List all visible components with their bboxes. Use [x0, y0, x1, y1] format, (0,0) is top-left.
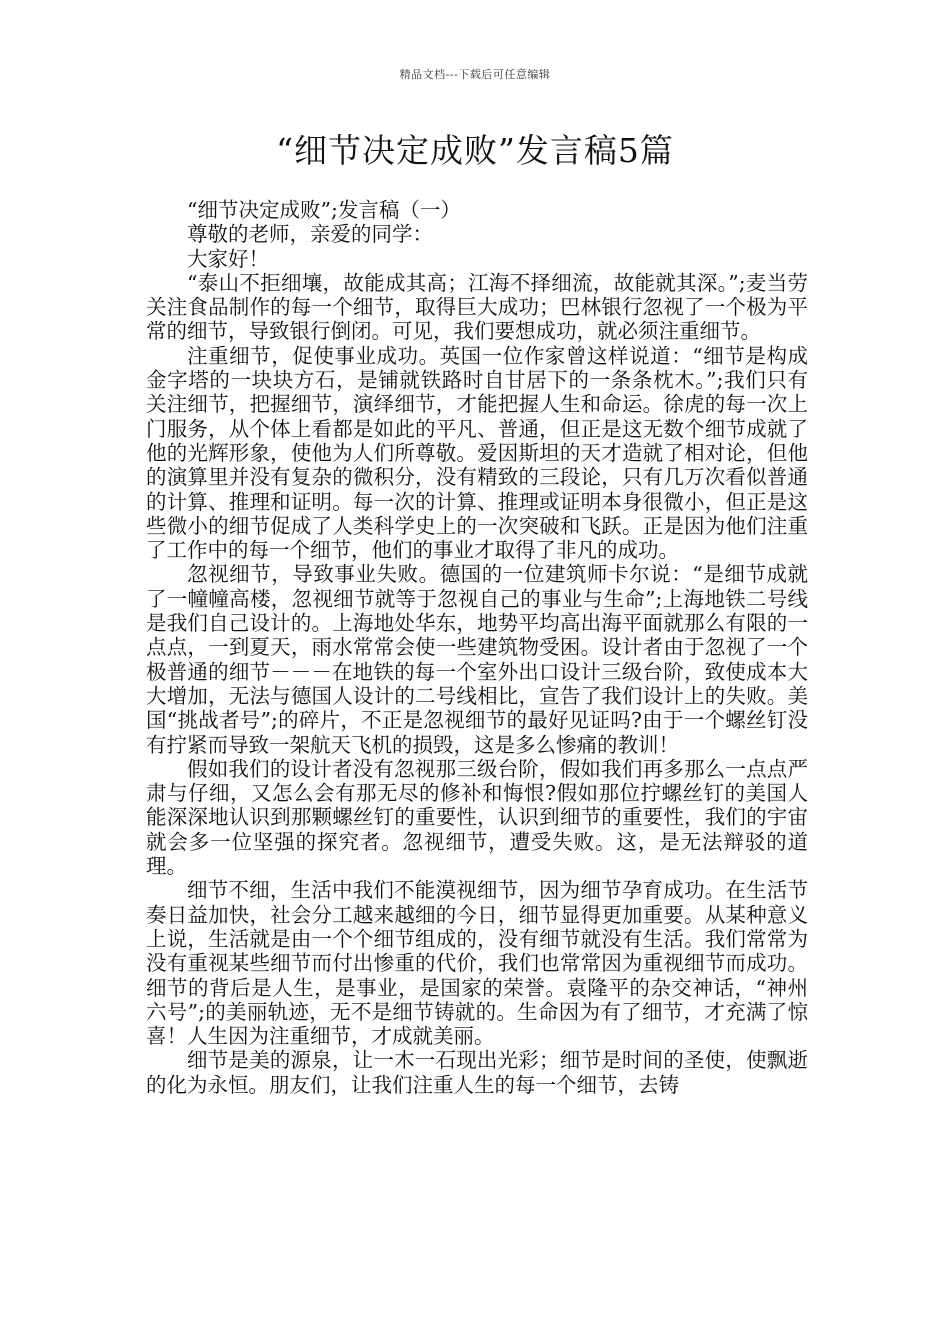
body-paragraph: “泰山不拒细壤，故能成其高；江海不择细流，故能就其深。”;麦当劳关注食品制作的每一个细节，取得巨大成功；巴林银行忽视了一个极为平常的细节，导致银行倒闭。可见，我们要想成功，就必须注重细节。: [146, 270, 808, 344]
document-body: [146, 198, 808, 1097]
body-paragraph: 假如我们的设计者没有忽视那三级台阶，假如我们再多那么一点点严肃与仔细，又怎么会有那无尽的修补和悔恨?假如那位拧螺丝钉的美国人能深深地认识到那颗螺丝钉的重要性，认识到细节的重要性，我们的宇宙就会多一位坚强的探究者。忽视细节，遭受失败。这，是无法辩驳的道理。: [146, 756, 808, 879]
speech-subtitle: “细节决定成败”;发言稿（一）: [187, 198, 461, 222]
body-paragraph: 细节不细，生活中我们不能漠视细节，因为细节孕育成功。在生活节奏日益加快，社会分工越来越细的今日，细节显得更加重要。从某种意义上说，生活就是由一个个细节组成的，没有细节就没有生活。我们常常为没有重视某些细节而付出惨重的代价，我们也常常因为重视细节而成功。细节的背后是人生，是事业，是国家的荣誉。袁隆平的杂交神话，“神州六号”;的美丽轨迹，无不是细节铸就的。生命因为有了细节，才充满了惊喜！人生因为注重细节，才成就美丽。: [146, 878, 808, 1049]
body-paragraph: 忽视细节，导致事业失败。德国的一位建筑师卡尔说：“是细节成就了一幢幢高楼，忽视细节就等于忽视自己的事业与生命”;上海地铁二号线是我们自己设计的。上海地处华东，地势平均高出海平面就那么有限的一点点，一到夏天，雨水常常会使一些建筑物受困。设计者由于忽视了一个极普通的细节－－－在地铁的每一个室外出口设计三级台阶，致使成本大大增加，无法与德国人设计的二号线相比，宣告了我们设计上的失败。美国“挑战者号”;的碎片，不正是忽视细节的最好见证吗?由于一个螺丝钉没有拧紧而导致一架航天飞机的损毁，这是多么惨痛的教训！: [146, 562, 808, 757]
body-paragraph: 注重细节，促使事业成功。英国一位作家曾这样说道：“细节是构成金字塔的一块块方石，是铺就铁路时自甘居下的一条条枕木。”;我们只有关注细节，把握细节，演绎细节，才能把握人生和命运。徐虎的每一次上门服务，从个体上看都是如此的平凡、普通，但正是这无数个细节成就了他的光辉形象，使他为人们所尊敬。爱因斯坦的天才造就了相对论，但他的演算里并没有复杂的微积分，没有精致的三段论，只有几万次看似普通的计算、推理和证明。每一次的计算、推理或证明本身很微小，但正是这些微小的细节促成了人类科学史上的一次突破和飞跃。正是因为他们注重了工作中的每一个细节，他们的事业才取得了非凡的成功。: [146, 343, 808, 563]
body-paragraph: 细节是美的源泉，让一木一石现出光彩；细节是时间的圣使，使飘逝的化为永恒。朋友们，让我们注重人生的每一个细节，去铸: [146, 1048, 808, 1097]
greeting: 大家好！: [187, 246, 269, 271]
salutation: 尊敬的老师，亲爱的同学：: [187, 222, 433, 247]
document-title: “细节决定成败”发言稿5篇: [276, 131, 674, 170]
header-note: 精品文档---下载后可任意编辑: [399, 68, 551, 81]
